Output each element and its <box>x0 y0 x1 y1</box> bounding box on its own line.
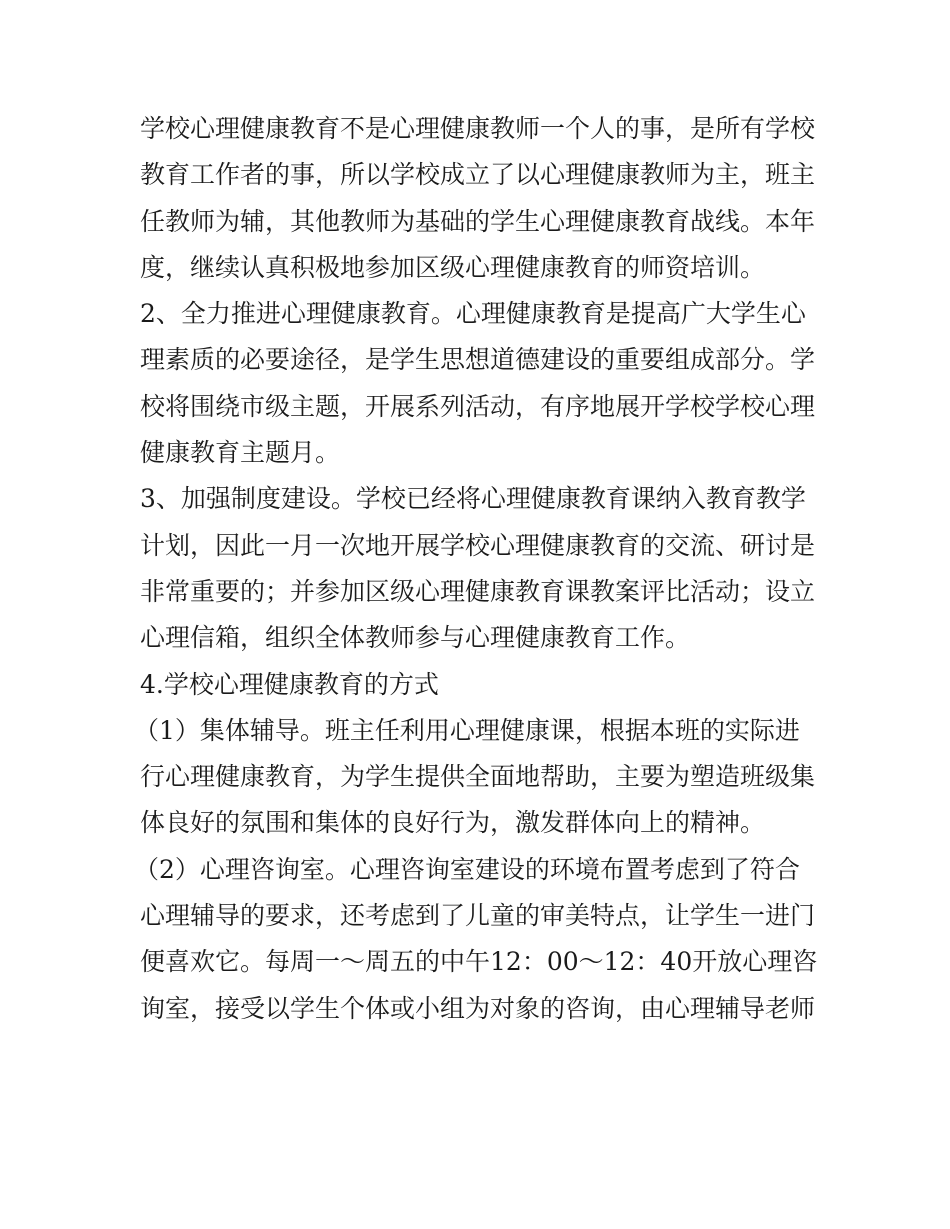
text-line: 校将围绕市级主题，开展系列活动，有序地展开学校学校心理 <box>140 391 816 421</box>
item-2-heading-line: （2）心理咨询室。心理咨询室建设的环境布置考虑到了符合 <box>134 854 800 884</box>
text-line: 任教师为辅，其他教师为基础的学生心理健康教育战线。本年 <box>140 206 816 236</box>
text-line: 度，继续认真积极地参加区级心理健康教育的师资培训。 <box>140 252 766 282</box>
text-line: 理素质的必要途径，是学生思想道德建设的重要组成部分。学 <box>140 345 816 375</box>
text-line: 非常重要的；并参加区级心理健康教育课教案评比活动；设立 <box>140 576 816 606</box>
text-line: 心理辅导的要求，还考虑到了儿童的审美特点，让学生一进门 <box>140 901 816 931</box>
text-line: 体良好的氛围和集体的良好行为，激发群体向上的精神。 <box>140 808 766 838</box>
text-line: 询室，接受以学生个体或小组为对象的咨询，由心理辅导老师 <box>140 993 816 1023</box>
text-line: 心理信箱，组织全体教师参与心理健康教育工作。 <box>140 623 691 653</box>
item-1-heading-line: （1）集体辅导。班主任利用心理健康课，根据本班的实际进 <box>134 715 800 745</box>
text-line: 教育工作者的事，所以学校成立了以心理健康教师为主，班主 <box>140 160 816 190</box>
section-3-heading-line: 3、加强制度建设。学校已经将心理健康教育课纳入教育教学 <box>140 484 806 514</box>
section-4-heading: 4.学校心理健康教育的方式 <box>140 669 439 699</box>
text-line: 健康教育主题月。 <box>140 438 341 468</box>
text-line: 学校心理健康教育不是心理健康教师一个人的事，是所有学校 <box>140 114 816 143</box>
text-line: 计划，因此一月一次地开展学校心理健康教育的交流、研讨是 <box>140 530 816 560</box>
text-line: 行心理健康教育，为学生提供全面地帮助，主要为塑造班级集 <box>140 762 816 792</box>
text-line: 便喜欢它。每周一～周五的中午12：00～12：40开放心理咨 <box>140 947 818 977</box>
document-body <box>134 106 820 1032</box>
section-2-heading-line: 2、全力推进心理健康教育。心理健康教育是提高广大学生心 <box>140 299 806 329</box>
